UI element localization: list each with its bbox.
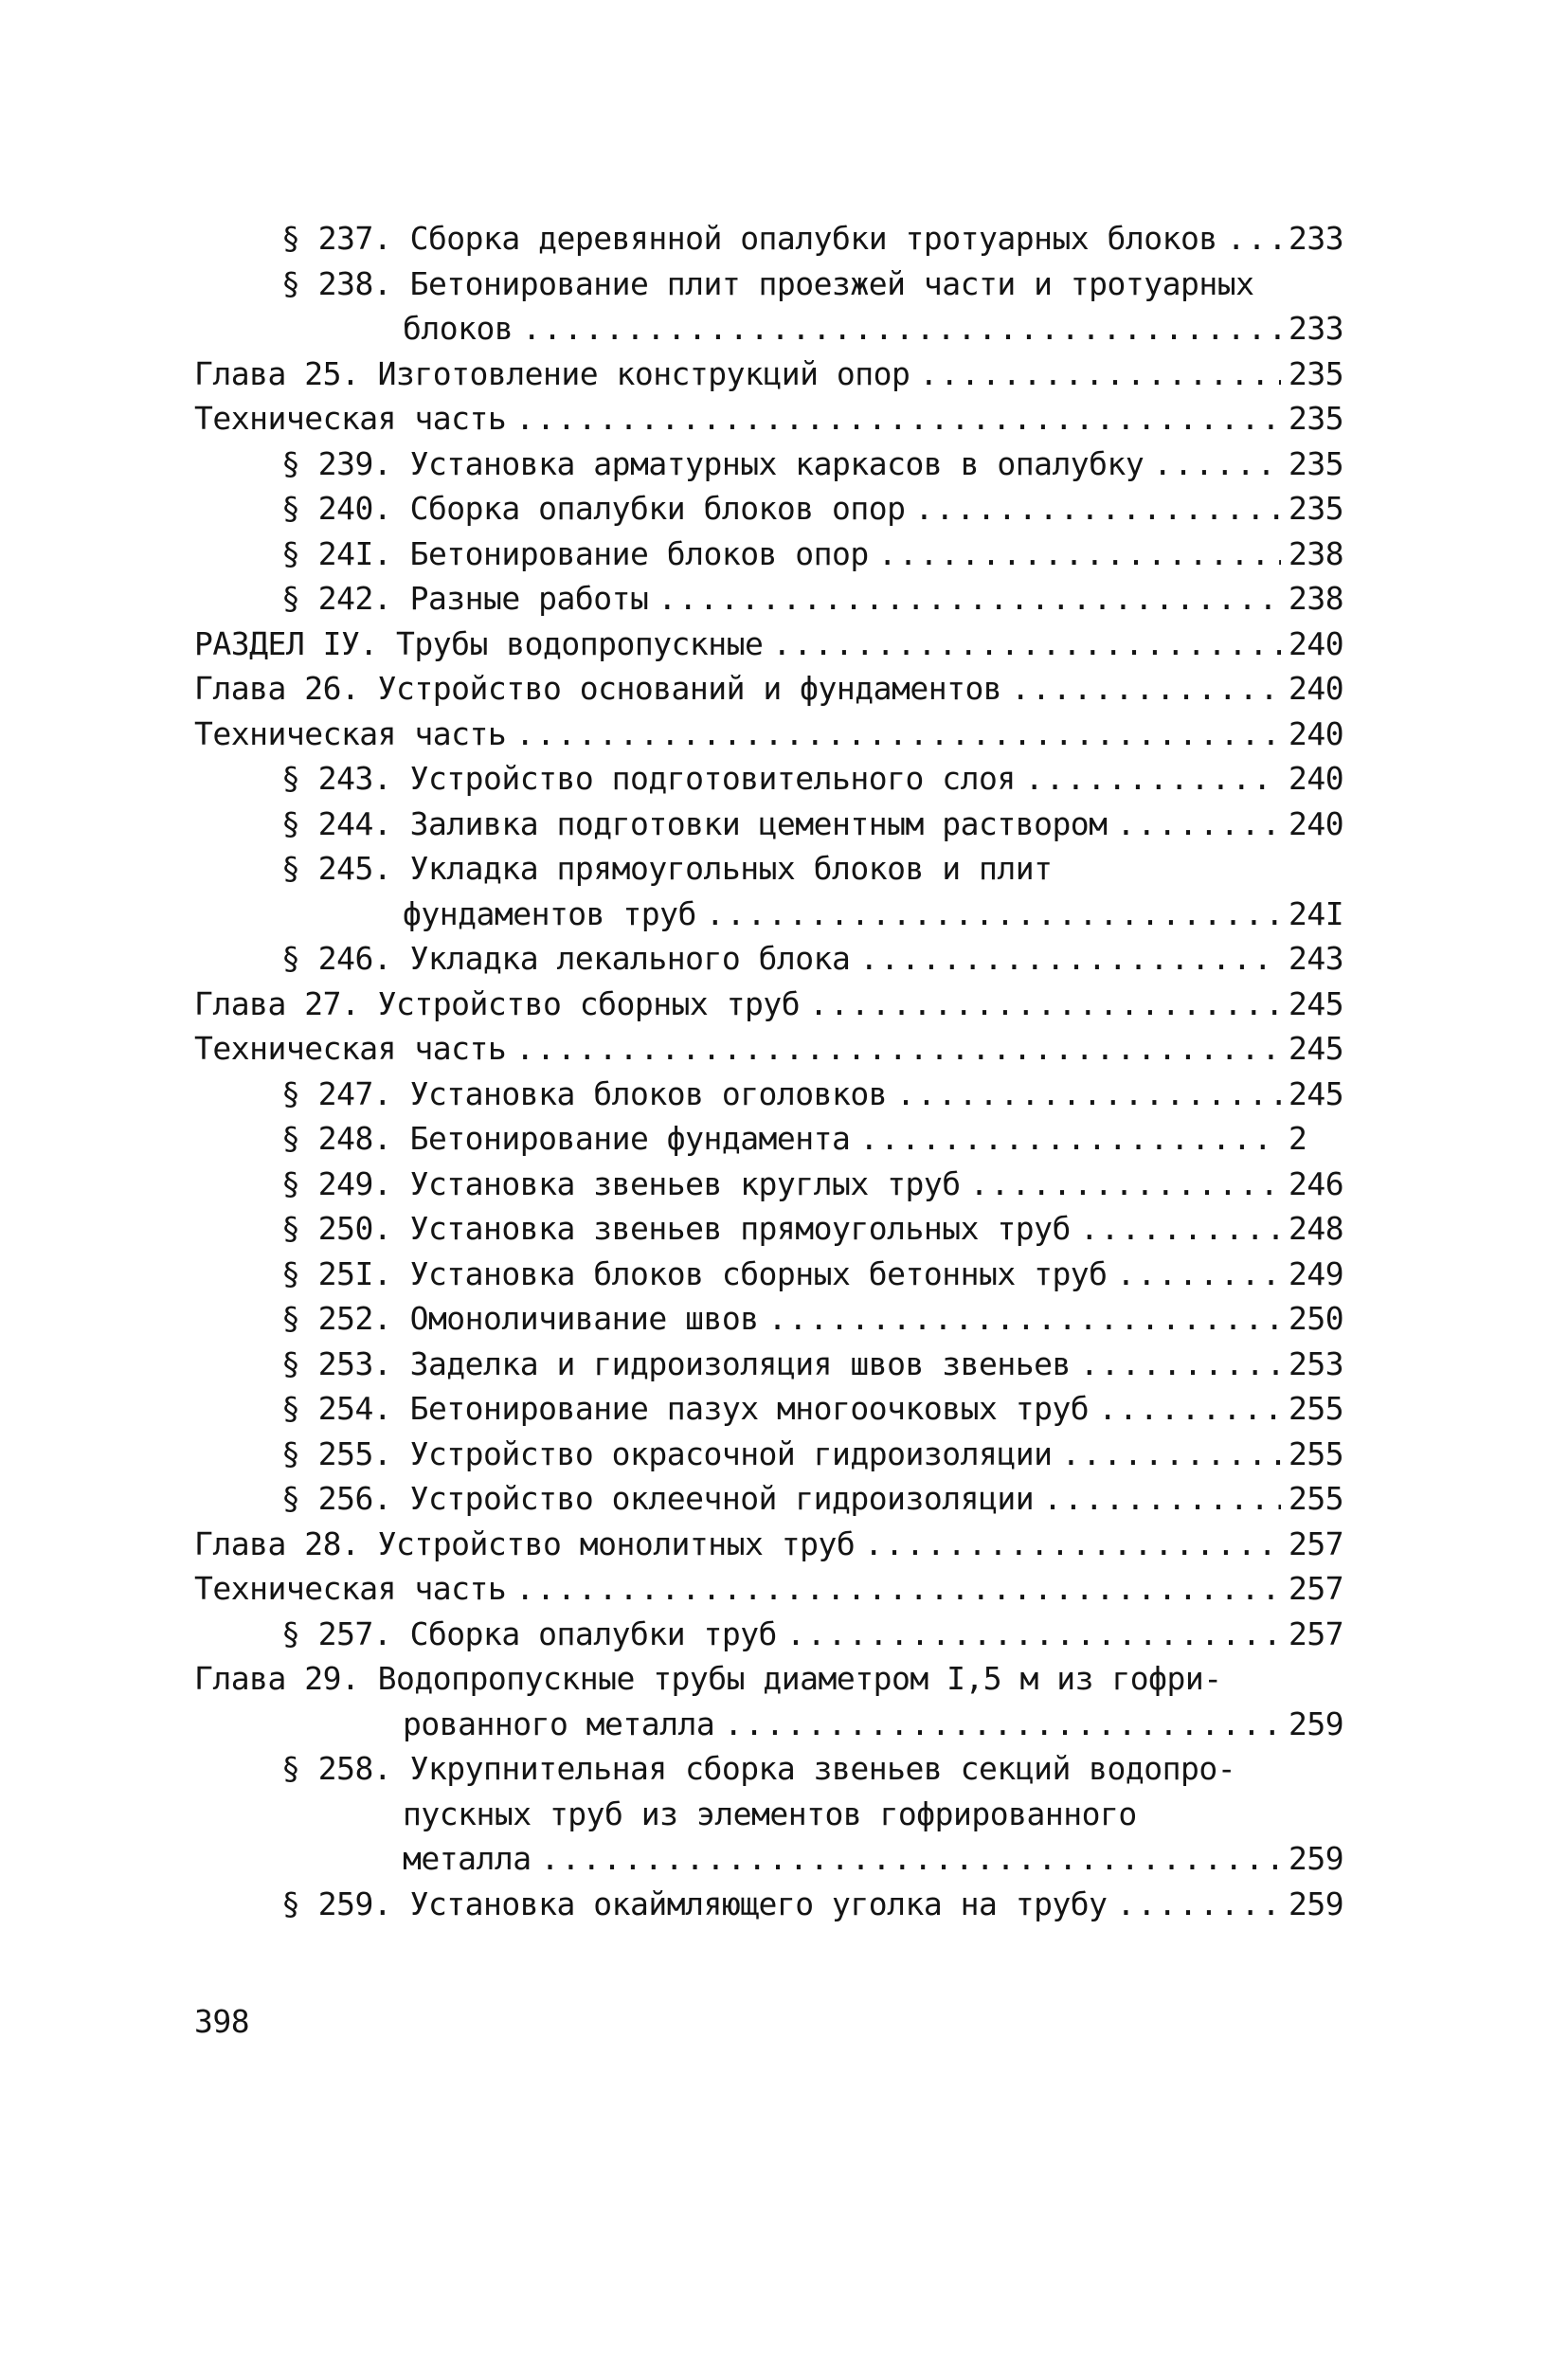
toc-entry-page: 235 (1289, 490, 1344, 527)
toc-entry-page: 259 (1289, 1705, 1344, 1742)
dot-leader (1153, 442, 1281, 487)
dot-leader (809, 982, 1281, 1027)
toc-entry-title: § 25I. Установка блоков сборных бетонных труб (281, 1254, 1108, 1292)
toc-entry-page: 243 (1289, 940, 1344, 977)
toc-entry (194, 802, 1345, 847)
toc-entry-title: § 255. Устройство окрасочной гидроизоляции (281, 1434, 1053, 1472)
toc-entry (194, 1386, 1345, 1432)
toc-entry-title: § 248. Бетонирование фундамента (281, 1120, 851, 1157)
toc-entry (194, 982, 1345, 1027)
toc-entry-page: 249 (1289, 1254, 1344, 1292)
toc-entry-title: Глава 29. Водопропускные трубы диаметром I,5 м из гофри- (194, 1660, 1222, 1697)
dot-leader (541, 1836, 1281, 1882)
toc-entry (194, 1836, 1345, 1882)
toc-entry-page: 233 (1289, 310, 1344, 347)
toc-entry-page: 235 (1289, 354, 1344, 392)
toc-entry (194, 1612, 1345, 1657)
toc-entry-title: фундаментов труб (403, 894, 696, 932)
toc-entry-title: § 242. Разные работы (281, 580, 649, 617)
dot-leader (878, 532, 1281, 577)
dot-leader (970, 1162, 1281, 1207)
toc-entry-title: § 238. Бетонирование плит проезжей части и тротуарных (281, 264, 1254, 302)
dot-leader (859, 1116, 1281, 1162)
toc-entry-title: РАЗДЕЛ IУ. Трубы водопропускные (194, 624, 764, 662)
toc-entry-title: пускных труб из элементов гофрированного (403, 1795, 1137, 1832)
toc-entry-page: 238 (1289, 534, 1344, 572)
toc-entry-page: 235 (1289, 444, 1344, 482)
toc-entry-title: § 254. Бетонирование пазух многоочковых труб (281, 1390, 1090, 1427)
dot-leader (859, 936, 1281, 982)
dot-leader (515, 1566, 1281, 1612)
toc-entry-title: § 246. Укладка лекального блока (281, 940, 851, 977)
toc-entry-page: 259 (1289, 1885, 1344, 1922)
toc-entry (194, 486, 1345, 532)
toc-entry (194, 1566, 1345, 1612)
toc-entry-page: 257 (1289, 1524, 1344, 1562)
toc-entry-page: 240 (1289, 804, 1344, 842)
toc-entry (194, 1162, 1345, 1207)
toc-entry (194, 262, 1345, 307)
toc-entry-page: 250 (1289, 1300, 1344, 1337)
dot-leader (1117, 802, 1281, 847)
toc-entry-page: 246 (1289, 1164, 1344, 1202)
dot-leader (1011, 666, 1281, 712)
toc-entry (194, 306, 1345, 352)
dot-leader (864, 1522, 1281, 1567)
dot-leader (919, 352, 1281, 397)
dot-leader (1025, 756, 1281, 802)
toc-entry (194, 712, 1345, 757)
dot-leader (658, 576, 1281, 622)
toc-entry-title: § 253. Заделка и гидроизоляция швов звеньев (281, 1344, 1071, 1382)
toc-entry-page: 233 (1289, 220, 1344, 257)
toc-entry (194, 756, 1345, 802)
toc-entry-page: 245 (1289, 1030, 1344, 1067)
toc-entry (194, 1072, 1345, 1117)
toc-entry (194, 216, 1345, 262)
toc-entry-title: § 257. Сборка опалубки труб (281, 1614, 777, 1652)
toc-entry-title: металла (403, 1840, 532, 1877)
dot-leader (522, 306, 1281, 352)
dot-leader (1061, 1432, 1281, 1477)
toc-entry (194, 1206, 1345, 1252)
toc-entry-title: § 244. Заливка подготовки цементным раствором (281, 804, 1108, 842)
toc-entry (194, 396, 1345, 442)
dot-leader (1117, 1252, 1281, 1297)
dot-leader (768, 1296, 1281, 1342)
dot-leader (915, 486, 1281, 532)
dot-leader (1080, 1342, 1281, 1387)
dot-leader (706, 892, 1281, 937)
toc-entry (194, 1746, 1345, 1792)
dot-leader (1043, 1476, 1281, 1522)
toc-entry-page: 240 (1289, 624, 1344, 662)
toc-entry-page: 240 (1289, 760, 1344, 797)
toc-entry (194, 1252, 1345, 1297)
dot-leader (515, 712, 1281, 757)
toc-entry (194, 1296, 1345, 1342)
toc-entry-title: § 239. Установка арматурных каркасов в опалубку (281, 444, 1144, 482)
toc-entry (194, 1342, 1345, 1387)
toc-entry-page: 253 (1289, 1344, 1344, 1382)
dot-leader (724, 1702, 1281, 1747)
dot-leader (515, 396, 1281, 442)
toc-entry-title: § 258. Укрупнительная сборка звеньев секций водопро- (281, 1750, 1236, 1787)
dot-leader (515, 1026, 1281, 1072)
dot-leader (1227, 216, 1281, 262)
toc-entry (194, 1702, 1345, 1747)
page-number: 398 (194, 2003, 250, 2040)
toc-entry (194, 936, 1345, 982)
toc-entry (194, 1882, 1345, 1927)
toc-entry (194, 1116, 1345, 1162)
toc-entry (194, 1026, 1345, 1072)
toc-entry-page: 255 (1289, 1390, 1344, 1427)
toc-entry-page: 255 (1289, 1434, 1344, 1472)
dot-leader (1098, 1386, 1281, 1432)
toc-entry (194, 622, 1345, 667)
toc-entry-page: 257 (1289, 1570, 1344, 1607)
dot-leader (1080, 1206, 1281, 1252)
toc-entry-title: § 252. Омоноличивание швов (281, 1300, 759, 1337)
toc-entry (194, 892, 1345, 937)
dot-leader (896, 1072, 1281, 1117)
toc-entry-title: § 249. Установка звеньев круглых труб (281, 1164, 961, 1202)
toc-entry-page: 2 (1289, 1120, 1307, 1157)
toc-entry (194, 352, 1345, 397)
toc-entry-page: 240 (1289, 714, 1344, 752)
toc-entry (194, 846, 1345, 892)
toc-entry (194, 1432, 1345, 1477)
dot-leader (772, 622, 1281, 667)
toc-entry-page: 238 (1289, 580, 1344, 617)
toc-entry-title: § 24I. Бетонирование блоков опор (281, 534, 869, 572)
toc-entry-page: 255 (1289, 1480, 1344, 1517)
toc-entry-title: Глава 26. Устройство оснований и фундаментов (194, 670, 1002, 707)
toc-entry-title: Техническая часть (194, 1570, 507, 1607)
toc-entry-page: 259 (1289, 1840, 1344, 1877)
toc-entry (194, 1522, 1345, 1567)
toc-entry-title: § 247. Установка блоков оголовков (281, 1074, 888, 1112)
toc-entry-page: 24I (1289, 894, 1344, 932)
toc-entry-title: Глава 27. Устройство сборных труб (194, 984, 801, 1022)
toc-entry-page: 235 (1289, 400, 1344, 437)
table-of-contents (194, 216, 1345, 1926)
toc-entry (194, 1476, 1345, 1522)
toc-entry-title: § 237. Сборка деревянной опалубки тротуарных блоков (281, 220, 1217, 257)
toc-entry (194, 1792, 1345, 1837)
toc-entry-title: § 240. Сборка опалубки блоков опор (281, 490, 906, 527)
toc-entry-title: § 256. Устройство оклеечной гидроизоляции (281, 1480, 1035, 1517)
toc-entry (194, 532, 1345, 577)
toc-entry-title: § 245. Укладка прямоугольных блоков и плит (281, 850, 1053, 887)
toc-entry (194, 666, 1345, 712)
toc-entry (194, 576, 1345, 622)
toc-entry-page: 257 (1289, 1614, 1344, 1652)
dot-leader (786, 1612, 1281, 1657)
toc-entry-title: § 243. Устройство подготовительного слоя (281, 760, 1016, 797)
toc-entry-title: рованного металла (403, 1705, 715, 1742)
toc-entry (194, 1656, 1345, 1702)
toc-entry-title: Техническая часть (194, 1030, 507, 1067)
toc-entry-page: 245 (1289, 984, 1344, 1022)
dot-leader (1117, 1882, 1281, 1927)
toc-entry-title: Техническая часть (194, 714, 507, 752)
toc-entry-page: 245 (1289, 1074, 1344, 1112)
toc-entry-page: 240 (1289, 670, 1344, 707)
toc-entry (194, 442, 1345, 487)
toc-entry-title: блоков (403, 310, 514, 347)
toc-entry-title: Глава 28. Устройство монолитных труб (194, 1524, 856, 1562)
toc-entry-title: § 250. Установка звеньев прямоугольных труб (281, 1210, 1071, 1247)
toc-entry-title: Техническая часть (194, 400, 507, 437)
toc-entry-title: Глава 25. Изготовление конструкций опор (194, 354, 910, 392)
toc-entry-page: 248 (1289, 1210, 1344, 1247)
toc-entry-title: § 259. Установка окаймляющего уголка на трубу (281, 1885, 1108, 1922)
